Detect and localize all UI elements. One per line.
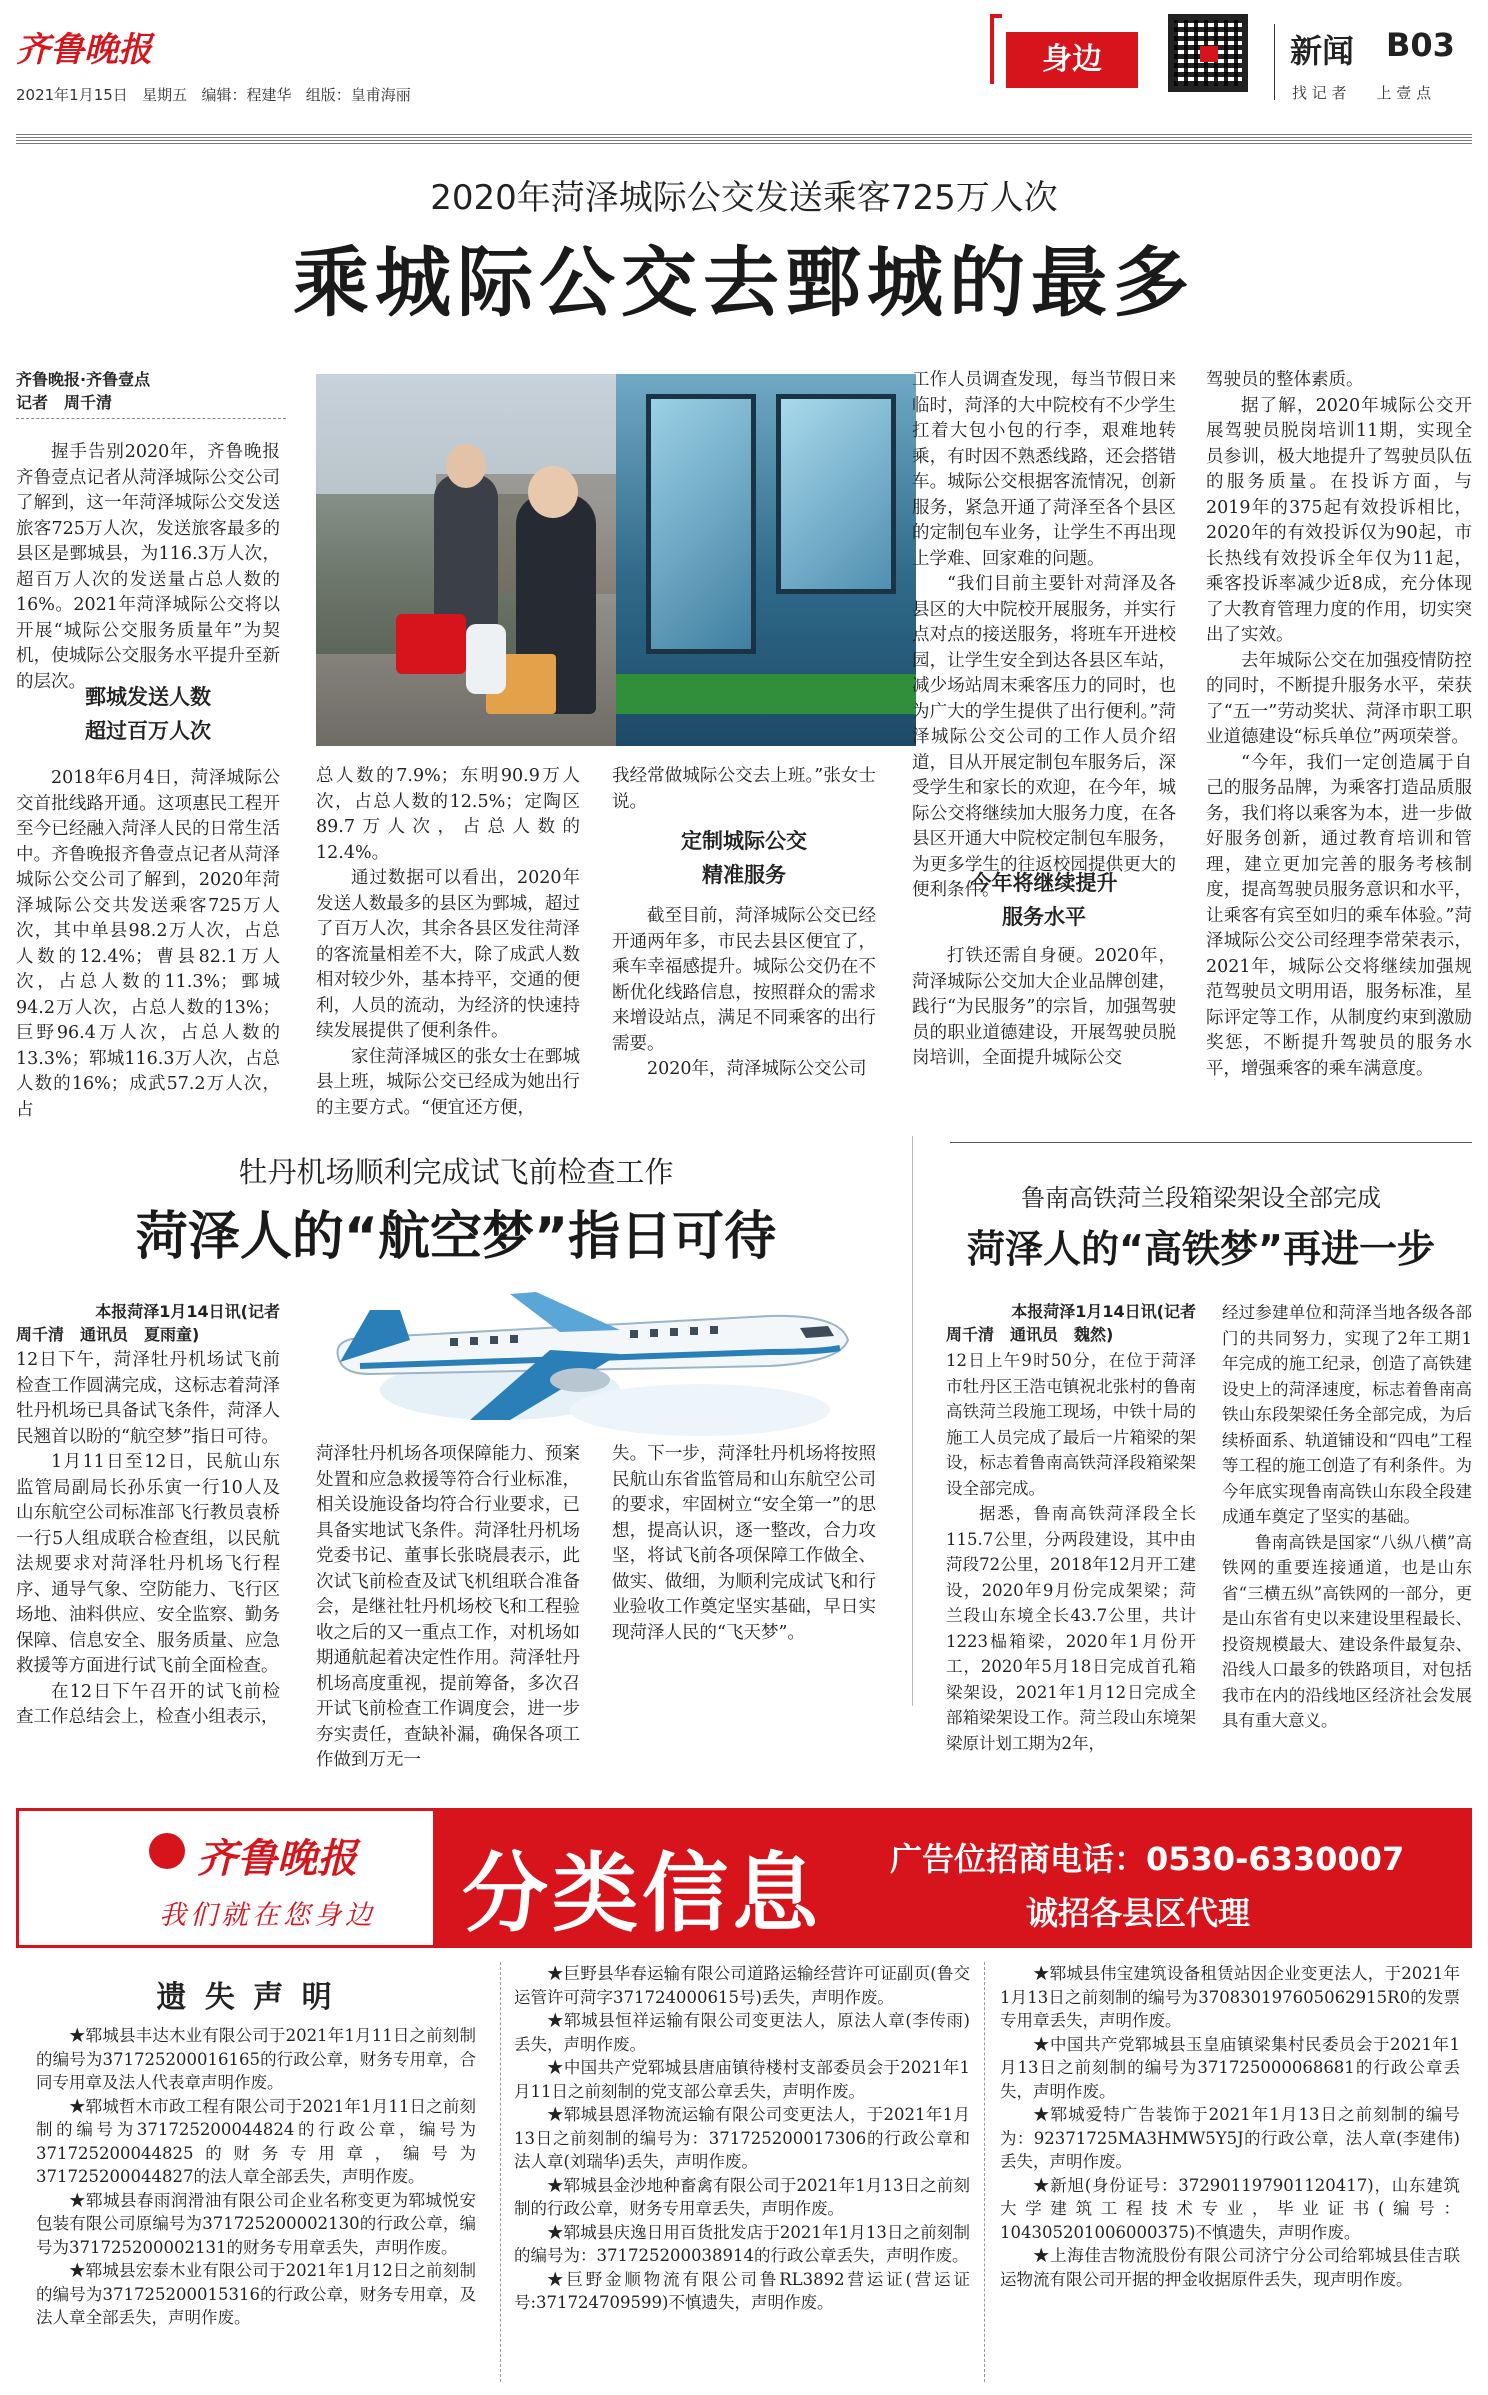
article3-kicker: 鲁南高铁菏兰段箱梁架设全部完成 bbox=[1021, 1184, 1381, 1212]
notice-item: ★巨野县华春运输有限公司道路运输经营许可证副页(鲁交运管许可菏字371724000615号)丢失，声明作废。 bbox=[514, 1964, 970, 2007]
notices-col2 bbox=[514, 1962, 970, 2382]
banner-agent: 诚招各县区代理 bbox=[1026, 1894, 1251, 1932]
byline-line: 周千清 通讯员 魏然) bbox=[946, 1325, 1114, 1344]
paragraph: 我经常做城际公交去上班。”张女士说。 bbox=[612, 766, 876, 812]
notice-item: ★郓城哲木市政工程有限公司于2021年1月11日之前刻制的编号为371725200044824的行政公章，编号为371725200044825的财务专用章，编号为371725200044827的法人章全部丢失，声明作废。 bbox=[36, 2096, 476, 2186]
section-tag-frame bbox=[990, 14, 1002, 84]
notice-item: ★郓城县宏泰木业有限公司于2021年1月12日之前刻制的编号为371725200015316的行政公章，财务专用章，及法人章全部丢失，声明作废。 bbox=[36, 2261, 476, 2327]
paragraph: 12日上午9时50分，在位于菏泽市牡丹区王浩屯镇祝北张村的鲁南高铁菏兰段施工现场，中铁十局的施工人员完成了最后一片箱梁的架设，标志着鲁南高铁菏泽段箱梁架设全部完成。 bbox=[946, 1351, 1196, 1498]
article2-col3 bbox=[612, 1442, 876, 1698]
notice-item: ★中国共产党郓城县唐庙镇待楼村支部委员会于2021年1月11日之前刻制的党支部公章丢失，声明作废。 bbox=[514, 2058, 970, 2101]
masthead-rule bbox=[16, 134, 1472, 146]
article1-col5 bbox=[1206, 368, 1472, 1079]
banner-logo-box bbox=[16, 1808, 436, 1948]
notice-item: ★郓城县丰达木业有限公司于2021年1月11日之前刻制的编号为371725200016165的行政公章，财务专用章，合同专用章及法人代表章声明作废。 bbox=[36, 2026, 476, 2092]
byline-reporter: 记者 周千清 bbox=[16, 393, 113, 412]
paragraph: 去年城际公交在加强疫情防控的同时，不断提升服务水平，荣获了“五一”劳动奖状、菏泽市职工职业道德建设“标兵单位”两项荣誉。 bbox=[1206, 650, 1472, 747]
notices-title: 遗 失 声 明 bbox=[156, 1980, 336, 2015]
article1-col1 bbox=[16, 440, 280, 692]
notice-item: ★上海佳吉物流股份有限公司济宁分公司给郓城县佳吉联运物流有限公司开据的押金收据原件丢失，现声明作废。 bbox=[1000, 2246, 1460, 2289]
banner-logo-emblem-icon bbox=[149, 1833, 185, 1869]
section-name: 新闻 bbox=[1290, 32, 1355, 70]
paragraph: 2018年6月4日，菏泽城际公交首批线路开通。这项惠民工程开至今已经融入菏泽人民的日常生活中。齐鲁晚报齐鲁壹点记者从菏泽城际公交公司了解到，2020年菏泽城际公交共发送乘客725万人次，其中单县98.2万人次，占总人数的12.4%；曹县82.1万人次，占总人数的11.3%；鄄城94.2万人次，占总人数的13%；巨野96.4万人次，占总人数的13.3%；郓城116.3万人次，占总人数的16%；成武57.2万人次，占 bbox=[16, 768, 280, 1120]
qr-code-icon bbox=[1168, 14, 1248, 92]
paragraph: 工作人员调查发现，每当节假日来临时，菏泽的大中院校有不少学生扛着大包小包的行李，艰难地转乘，有时因不熟悉线路，还会搭错车。城际公交根据客流情况，创新服务，紧急开通了菏泽至各个县区的定制包车业务，让学生不再出现上学难、回家难的问题。 bbox=[912, 370, 1176, 569]
airplane-illustration bbox=[300, 1270, 860, 1440]
byline-outlet: 齐鲁晚报·齐鲁壹点 bbox=[16, 370, 151, 389]
paragraph: 12日下午，菏泽牡丹机场试飞前检查工作圆满完成，这标志着菏泽牡丹机场已具备试飞条件，菏泽人民翘首以盼的“航空梦”指日可待。 bbox=[16, 1350, 280, 1447]
classified-banner bbox=[16, 1808, 1472, 1948]
notice-item: ★新旭(身份证号：372901197901120417)，山东建筑大学建筑工程技术专业，毕业证书(编号：104305201006000375)不慎遗失，声明作废。 bbox=[1000, 2175, 1460, 2242]
paragraph: 据悉，鲁南高铁菏泽段全长115.7公里，分两段建设，其中由菏段72公里，2018年12月开工建设，2020年9月份完成架梁；菏兰段山东境全长43.7公里，共计1223榀箱梁，2020年1月份开工，2020年5月18日完成首孔箱梁架设，2021年1月12日完成全部箱梁架设工作。菏兰段山东境架梁原计划工期为2年， bbox=[946, 1504, 1196, 1753]
editor-credit: 编辑：程建华 bbox=[201, 86, 292, 104]
paragraph: 经过参建单位和菏泽当地各级各部门的共同努力，实现了2年工期1年完成的施工纪录，创造了高铁建设史上的菏泽速度，标志着鲁南高铁山东段架梁任务全部完成，为后续桥面系、轨道铺设和“四电”工程等工程的施工创造了有利条件。为今年底实现鲁南高铁山东段全段建成通车奠定了坚实的基础。 bbox=[1222, 1303, 1472, 1526]
article3-col1 bbox=[946, 1348, 1196, 1753]
article3-headline: 菏泽人的“高铁梦”再进一步 bbox=[967, 1227, 1435, 1271]
article1-kicker: 2020年菏泽城际公交发送乘客725万人次 bbox=[430, 178, 1058, 218]
byline-line: 本报菏泽1月14日讯(记者 bbox=[95, 1302, 280, 1321]
paragraph: 通过数据可以看出，2020年发送人数最多的县区为鄄城，超过了百万人次，其余各县区发往菏泽的客流量相差不大，除了成武人数相对较少外，基本持平，交通的便利，人员的流动，为经济的快速持续发展提供了便利条件。 bbox=[316, 868, 580, 1041]
article1-col3b bbox=[612, 904, 876, 1079]
section-tag: 身边 bbox=[1006, 32, 1138, 88]
issue-weekday: 星期五 bbox=[142, 86, 188, 104]
issue-info bbox=[16, 84, 411, 105]
notice-item: ★郓城县春雨润滑油有限公司企业名称变更为郓城悦安包装有限公司原编号为371725200002130的行政公章，编号为371725200002131的财务专用章丢失，声明作废。 bbox=[36, 2190, 476, 2257]
notice-item: ★郓城县庆逸日用百货批发店于2021年1月13日之前刻制的编号为：371725200038914的行政公章丢失，声明作废。 bbox=[514, 2222, 970, 2265]
paragraph: 握手告别2020年，齐鲁晚报齐鲁壹点记者从菏泽城际公交公司了解到，这一年菏泽城际公交发送旅客725万人次，发送旅客最多的县区是鄄城县，为116.3万人次，超百万人次的发送量占总人数的16%。2021年菏泽城际公交将以开展“城际公交服务质量年”为契机，使城际公交服务水平提升至新的层次。 bbox=[16, 442, 280, 692]
article1-subhead3: 今年将继续提升 服务水平 bbox=[970, 871, 1118, 929]
article2-headline: 菏泽人的“航空梦”指日可待 bbox=[135, 1207, 777, 1267]
notices-col1 bbox=[16, 1958, 486, 2378]
article1-col2 bbox=[316, 764, 580, 1118]
bus-passengers-photo bbox=[316, 374, 916, 746]
article1-headline: 乘城际公交去鄄城的最多 bbox=[293, 238, 1195, 327]
paragraph: 据了解，2020年城际公交开展驾驶员脱岗培训11期，实现全员参训，极大地提升了驾驶员队伍的服务质量。在投诉方面，与2019年的375起有效投诉相比，2020年的有效投诉仅为90起，市长热线有效投诉全年仅为11起，乘客投诉率减少近8成，充分体现了大教育管理力度的作用，切实突出了实效。 bbox=[1206, 395, 1472, 645]
article1-subhead1: 鄄城发送人数 超过百万人次 bbox=[85, 685, 211, 743]
article2-col1 bbox=[16, 1348, 280, 1727]
notice-item: ★巨野金顺物流有限公司鲁RL3892营运证(营运证号:371724709599)不慎遗失，声明作废。 bbox=[514, 2269, 970, 2312]
notice-item: ★郓城县恒祥运输有限公司变更法人，原法人章(李传雨)丢失，声明作废。 bbox=[514, 2011, 970, 2054]
article1-subhead2: 定制城际公交 精准服务 bbox=[681, 829, 807, 887]
article2-kicker: 牡丹机场顺利完成试飞前检查工作 bbox=[238, 1155, 674, 1189]
article2-col2 bbox=[316, 1442, 580, 1770]
reporter-contact: 找 记 者 上 壹 点 bbox=[1292, 84, 1432, 102]
notice-item: ★郓城县恩泽物流运输有限公司变更法人，于2021年1月13日之前刻制的编号为：371725200017306的行政公章和法人章(刘瑞华)丢失，声明作废。 bbox=[514, 2105, 970, 2171]
paragraph: 2020年，菏泽城际公交公司 bbox=[647, 1059, 867, 1079]
paragraph: 1月11日至12日，民航山东监管局副局长孙乐寅一行10人及山东航空公司标准部飞行教员袁桥一行5人组成联合检查组，以民航法规要求对菏泽牡丹机场飞行程序、通导气象、空防能力、飞行区场地、油料供应、安全监察、勤务保障、信息安全、服务质量、应急救援等方面进行试飞前全面检查。 bbox=[16, 1452, 280, 1676]
article3-byline bbox=[946, 1300, 1196, 1346]
issue-date: 2021年1月15日 bbox=[16, 86, 128, 104]
paragraph: “今年，我们一定创造属于自己的服务品牌，为乘客打造品质服务，我们将以乘客为本，进一步做好服务创新，通过教育培训和管理，建立更加完善的服务考核制度，提高驾驶员服务意识和水平，让乘客有宾至如归的乘车体验。”菏泽城际公交公司经理李常荣表示，2021年，城际公交将继续加强规范驾驶员文明用语，服务标准，星际评定等工作，从制度约束到激励奖惩，不断提升驾驶员的服务水平，增强乘客的乘车满意度。 bbox=[1206, 752, 1472, 1079]
notice-item: ★郓城县金沙地种畜禽有限公司于2021年1月13日之前刻制的行政公章，财务专用章丢失，声明作废。 bbox=[514, 2175, 970, 2218]
paragraph: 在12日下午召开的试飞前检查工作总结会上，检查小组表示， bbox=[16, 1681, 280, 1727]
notice-item: ★中国共产党郓城县玉皇庙镇梁集村民委员会于2021年1月13日之前刻制的编号为371725000068681的行政公章丢失，声明作废。 bbox=[1000, 2034, 1460, 2101]
banner-slogan: 我们就在您身边 bbox=[159, 1900, 376, 1931]
notice-item: ★郓城县伟宝建筑设备租赁站因企业变更法人，于2021年1月13日之前刻制的编号为370830197605062915R0的发票专用章丢失，声明作废。 bbox=[1000, 1964, 1460, 2030]
article1-col4b bbox=[912, 944, 1176, 1074]
paragraph: “我们目前主要针对菏泽及各县区的大中院校开展服务，并实行点对点的接送服务，将班车开进校园，让学生安全到达各县区车站，减少场站周末乘客压力的同时，也为广大的学生提供了出行便利。”菏泽城际公交公司的工作人员介绍道，目从开展定制包车服务后，深受学生和家长的欢迎，在今年，城际公交将继续加大服务力度，在各县区开通大中院校定制包车服务，为更多学生的往返校园提供更大的便利条件。 bbox=[912, 574, 1176, 900]
banner-phone: 广告位招商电话：0530-6330007 bbox=[890, 1840, 1405, 1878]
masthead-logo: 齐鲁晚报 bbox=[16, 30, 152, 70]
banner-title: 分类信息 bbox=[462, 1844, 822, 1944]
paragraph: 家住菏泽城区的张女士在鄄城县上班，城际公交已经成为她出行的主要方式。“便宜还方便， bbox=[316, 1046, 580, 1118]
page-number: B03 bbox=[1386, 26, 1455, 64]
designer-credit: 组版：皇甫海丽 bbox=[305, 86, 411, 104]
paragraph: 鲁南高铁是国家“八纵八横”高铁网的重要连接通道，也是山东省“三横五纵”高铁网的一部分，更是山东省有史以来建设里程最长、投资规模最大、建设条件最复杂、沿线人口最多的铁路项目，对包括我市在内的沿线地区经济社会发展具有重大意义。 bbox=[1222, 1532, 1472, 1730]
article1-col1b bbox=[16, 766, 280, 1120]
article2-byline bbox=[16, 1300, 280, 1346]
paragraph: 截至目前，菏泽城际公交已经开通两年多，市民去县区便宜了，乘车幸福感提升。城际公交仍在不断优化线路信息，按照群众的需求来增设站点，满足不同乘客的出行需要。 bbox=[612, 906, 876, 1054]
byline-line: 本报菏泽1月14日讯(记者 bbox=[1011, 1302, 1196, 1321]
notices-col3 bbox=[1000, 1962, 1460, 2382]
byline-line: 周千清 通讯员 夏雨童) bbox=[16, 1325, 200, 1344]
paragraph: 菏泽牡丹机场各项保障能力、预案处置和应急救援等符合行业标准，相关设施设备均符合行业要求，已具备实地试飞条件。菏泽牡丹机场党委书记、董事长张晓晨表示，此次试飞前检查及试飞机组联合准备会，是继社牡丹机场校飞和工程验收之后的又一重点工作，对机场如期通航起着决定性作用。菏泽牡丹机场高度重视，提前筹备，多次召开试飞前检查工作调度会，进一步夯实责任，查缺补漏，确保各项工作做到万无一 bbox=[316, 1444, 580, 1770]
paragraph: 打铁还需自身硬。2020年，菏泽城际公交加大企业品牌创建，践行“为民服务”的宗旨，加强驾驶员的职业道德建设，开展驾驶员脱岗培训，全面提升城际公交 bbox=[912, 946, 1176, 1068]
article1-col3 bbox=[612, 764, 876, 824]
banner-logo: 齐鲁晚报 bbox=[197, 1835, 357, 1882]
article3-top-rule bbox=[950, 1142, 1472, 1143]
paragraph: 失。下一步，菏泽牡丹机场将按照民航山东省监管局和山东航空公司的要求，牢固树立“安全第一”的思想，提高认识，逐一整改，合力攻坚，将试飞前各项保障工作做全、做实、做细，为顺利完成试飞和行业验收工作奠定坚实基础，早日实现菏泽人民的“飞天梦”。 bbox=[612, 1444, 876, 1643]
paragraph: 驾驶员的整体素质。 bbox=[1206, 370, 1364, 390]
article3-col2 bbox=[1222, 1300, 1472, 1730]
notice-item: ★郓城爱特广告装饰于2021年1月13日之前刻制的编号为：92371725MA3HMW5Y5J的行政公章，法人章(李建伟)丢失，声明作废。 bbox=[1000, 2105, 1460, 2171]
paragraph: 总人数的7.9%；东明90.9万人次，占总人数的12.5%；定陶区89.7万人次，占总人数的12.4%。 bbox=[316, 766, 580, 863]
article1-byline bbox=[16, 368, 286, 419]
